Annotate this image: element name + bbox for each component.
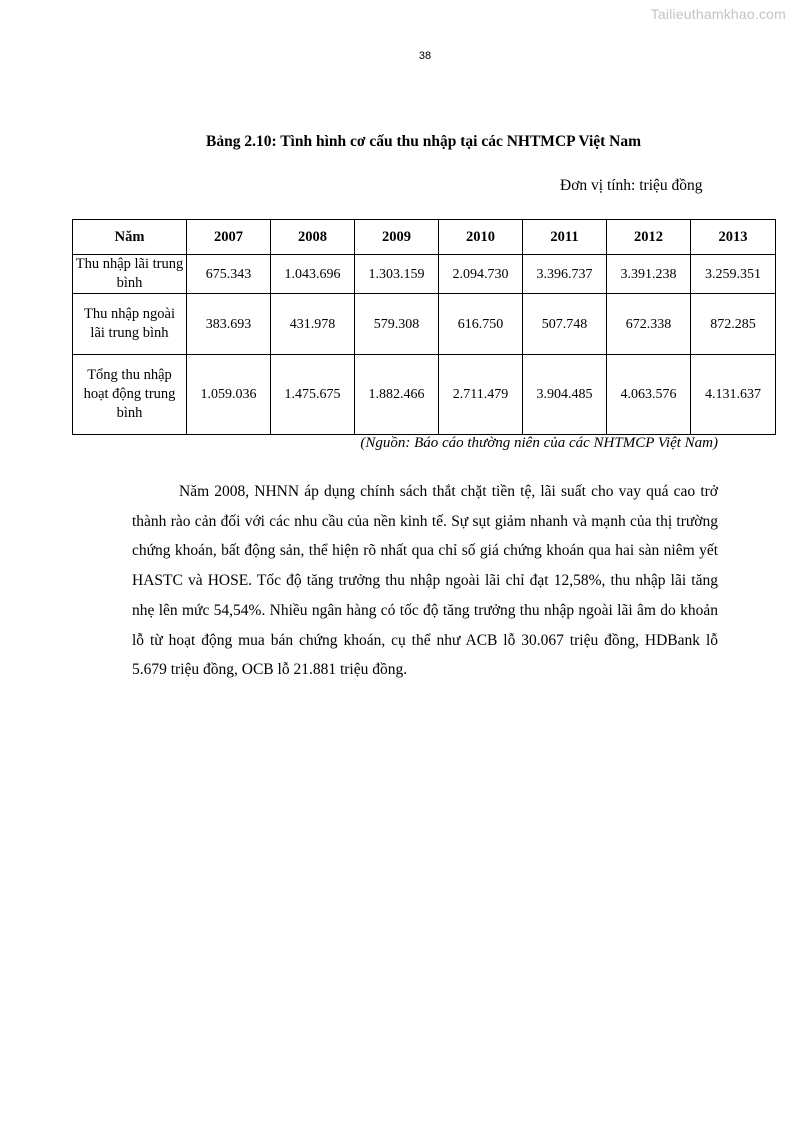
table-title: Bảng 2.10: Tình hình cơ cấu thu nhập tại các NHTMCP Việt Nam bbox=[206, 133, 642, 150]
income-structure-table bbox=[72, 219, 776, 435]
table-cell: 579.308 bbox=[355, 294, 439, 355]
table-cell: 3.259.351 bbox=[691, 255, 776, 294]
table-cell: 672.338 bbox=[607, 294, 691, 355]
table-cell: 507.748 bbox=[523, 294, 607, 355]
table-cell: 1.303.159 bbox=[355, 255, 439, 294]
table-row bbox=[73, 294, 776, 355]
header-cell: 2013 bbox=[691, 220, 776, 255]
header-cell: 2011 bbox=[523, 220, 607, 255]
header-cell: 2009 bbox=[355, 220, 439, 255]
header-cell: 2010 bbox=[439, 220, 523, 255]
header-cell: 2012 bbox=[607, 220, 691, 255]
header-cell: 2008 bbox=[271, 220, 355, 255]
table-cell: 1.882.466 bbox=[355, 355, 439, 435]
body-paragraph: Năm 2008, NHNN áp dụng chính sách thắt chặt tiền tệ, lãi suất cho vay quá cao trở thành rào cản đối với các nhu cầu của nền kinh tế. Sự sụt giảm nhanh và mạnh của thị trường chứng khoán, bất động sản, thể hiện rõ nhất qua chỉ số giá chứng khoán qua hai sàn niêm yết HASTC và HOSE. Tốc độ tăng trưởng thu nhập ngoài lãi chỉ đạt 12,58%, thu nhập lãi tăng nhẹ lên mức 54,54%. Nhiều ngân hàng có tốc độ tăng trưởng thu nhập ngoài lãi âm do khoản lỗ từ hoạt động mua bán chứng khoán, cụ thể như ACB lỗ 30.067 triệu đồng, HDBank lỗ 5.679 triệu đồng, OCB lỗ 21.881 triệu đồng. bbox=[132, 483, 718, 679]
table-header-row bbox=[73, 220, 776, 255]
table-cell: 3.396.737 bbox=[523, 255, 607, 294]
table-cell: 2.094.730 bbox=[439, 255, 523, 294]
watermark-text: Tailieuthamkhao.com bbox=[650, 6, 786, 22]
table-cell: 3.904.485 bbox=[523, 355, 607, 435]
page-number: 38 bbox=[418, 50, 432, 62]
row-label: Tổng thu nhập hoạt động trung bình bbox=[73, 355, 187, 435]
source-note: (Nguồn: Báo cáo thường niên của các NHTMCP Việt Nam) bbox=[360, 435, 718, 451]
table-cell: 872.285 bbox=[691, 294, 776, 355]
table-cell: 2.711.479 bbox=[439, 355, 523, 435]
table-cell: 616.750 bbox=[439, 294, 523, 355]
table-cell: 1.475.675 bbox=[271, 355, 355, 435]
table-cell: 4.131.637 bbox=[691, 355, 776, 435]
row-label: Thu nhập ngoài lãi trung bình bbox=[73, 294, 187, 355]
table-cell: 4.063.576 bbox=[607, 355, 691, 435]
row-label: Thu nhập lãi trung bình bbox=[73, 255, 187, 294]
table-cell: 1.043.696 bbox=[271, 255, 355, 294]
table-cell: 431.978 bbox=[271, 294, 355, 355]
table-cell: 675.343 bbox=[187, 255, 271, 294]
unit-note: Đơn vị tính: triệu đồng bbox=[560, 177, 703, 194]
table-row bbox=[73, 255, 776, 294]
table-cell: 3.391.238 bbox=[607, 255, 691, 294]
header-cell-year: Năm bbox=[73, 220, 187, 255]
table-cell: 383.693 bbox=[187, 294, 271, 355]
table-row bbox=[73, 355, 776, 435]
table-cell: 1.059.036 bbox=[187, 355, 271, 435]
header-cell: 2007 bbox=[187, 220, 271, 255]
